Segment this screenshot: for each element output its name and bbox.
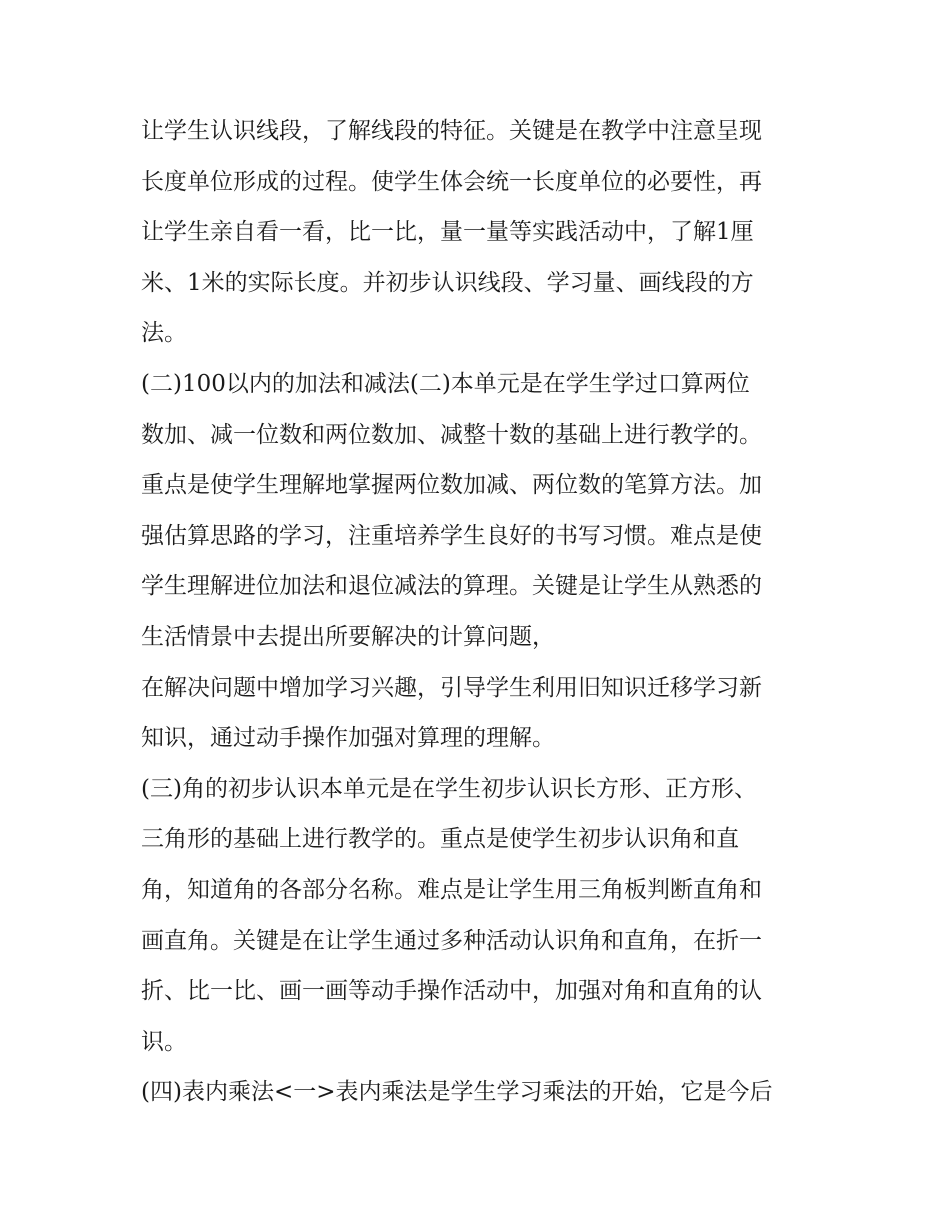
text-line: 三角形的基础上进行教学的。重点是使学生初步认识角和直 xyxy=(141,826,739,853)
text-line: 知识，通过动手操作加强对算理的理解。 xyxy=(141,725,555,752)
section-heading-line: (四)表内乘法<一>表内乘法是学生学习乘法的开始，它是今后 xyxy=(141,1079,773,1106)
section-heading-line: (三)角的初步认识本单元是在学生初步认识长方形、正方形、 xyxy=(141,775,757,802)
text-line: 生活情景中去提出所要解决的计算问题， xyxy=(141,623,555,650)
text-line: 画直角。关键是在让学生通过多种活动认识角和直角，在折一 xyxy=(141,927,762,954)
text-line: 让学生认识线段，了解线段的特征。关键是在教学中注意呈现 xyxy=(141,118,762,144)
text-line: 让学生亲自看一看，比一比，量一量等实践活动中，了解1厘 xyxy=(141,219,754,246)
text-line: 识。 xyxy=(141,1028,187,1055)
text-line: 数加、减一位数和两位数加、减整十数的基础上进行教学的。 xyxy=(141,421,762,448)
section-heading-line: (二)100以内的加法和减法(二)本单元是在学生学过口算两位 xyxy=(141,370,750,397)
text-line: 法。 xyxy=(141,320,187,347)
text-line: 重点是使学生理解地掌握两位数加减、两位数的笔算方法。加 xyxy=(141,472,762,499)
text-line: 米、1米的实际长度。并初步认识线段、学习量、画线段的方 xyxy=(141,269,754,296)
text-line: 强估算思路的学习，注重培养学生良好的书写习惯。难点是使 xyxy=(141,522,762,549)
document-body xyxy=(141,106,821,1118)
text-line: 学生理解进位加法和退位减法的算理。关键是让学生从熟悉的 xyxy=(141,573,762,600)
text-line: 在解决问题中增加学习兴趣，引导学生利用旧知识迁移学习新 xyxy=(141,674,762,701)
text-line: 折、比一比、画一画等动手操作活动中，加强对角和直角的认 xyxy=(141,978,762,1005)
text-line: 长度单位形成的过程。使学生体会统一长度单位的必要性，再 xyxy=(141,168,762,195)
text-line: 角，知道角的各部分名称。难点是让学生用三角板判断直角和 xyxy=(141,876,762,903)
